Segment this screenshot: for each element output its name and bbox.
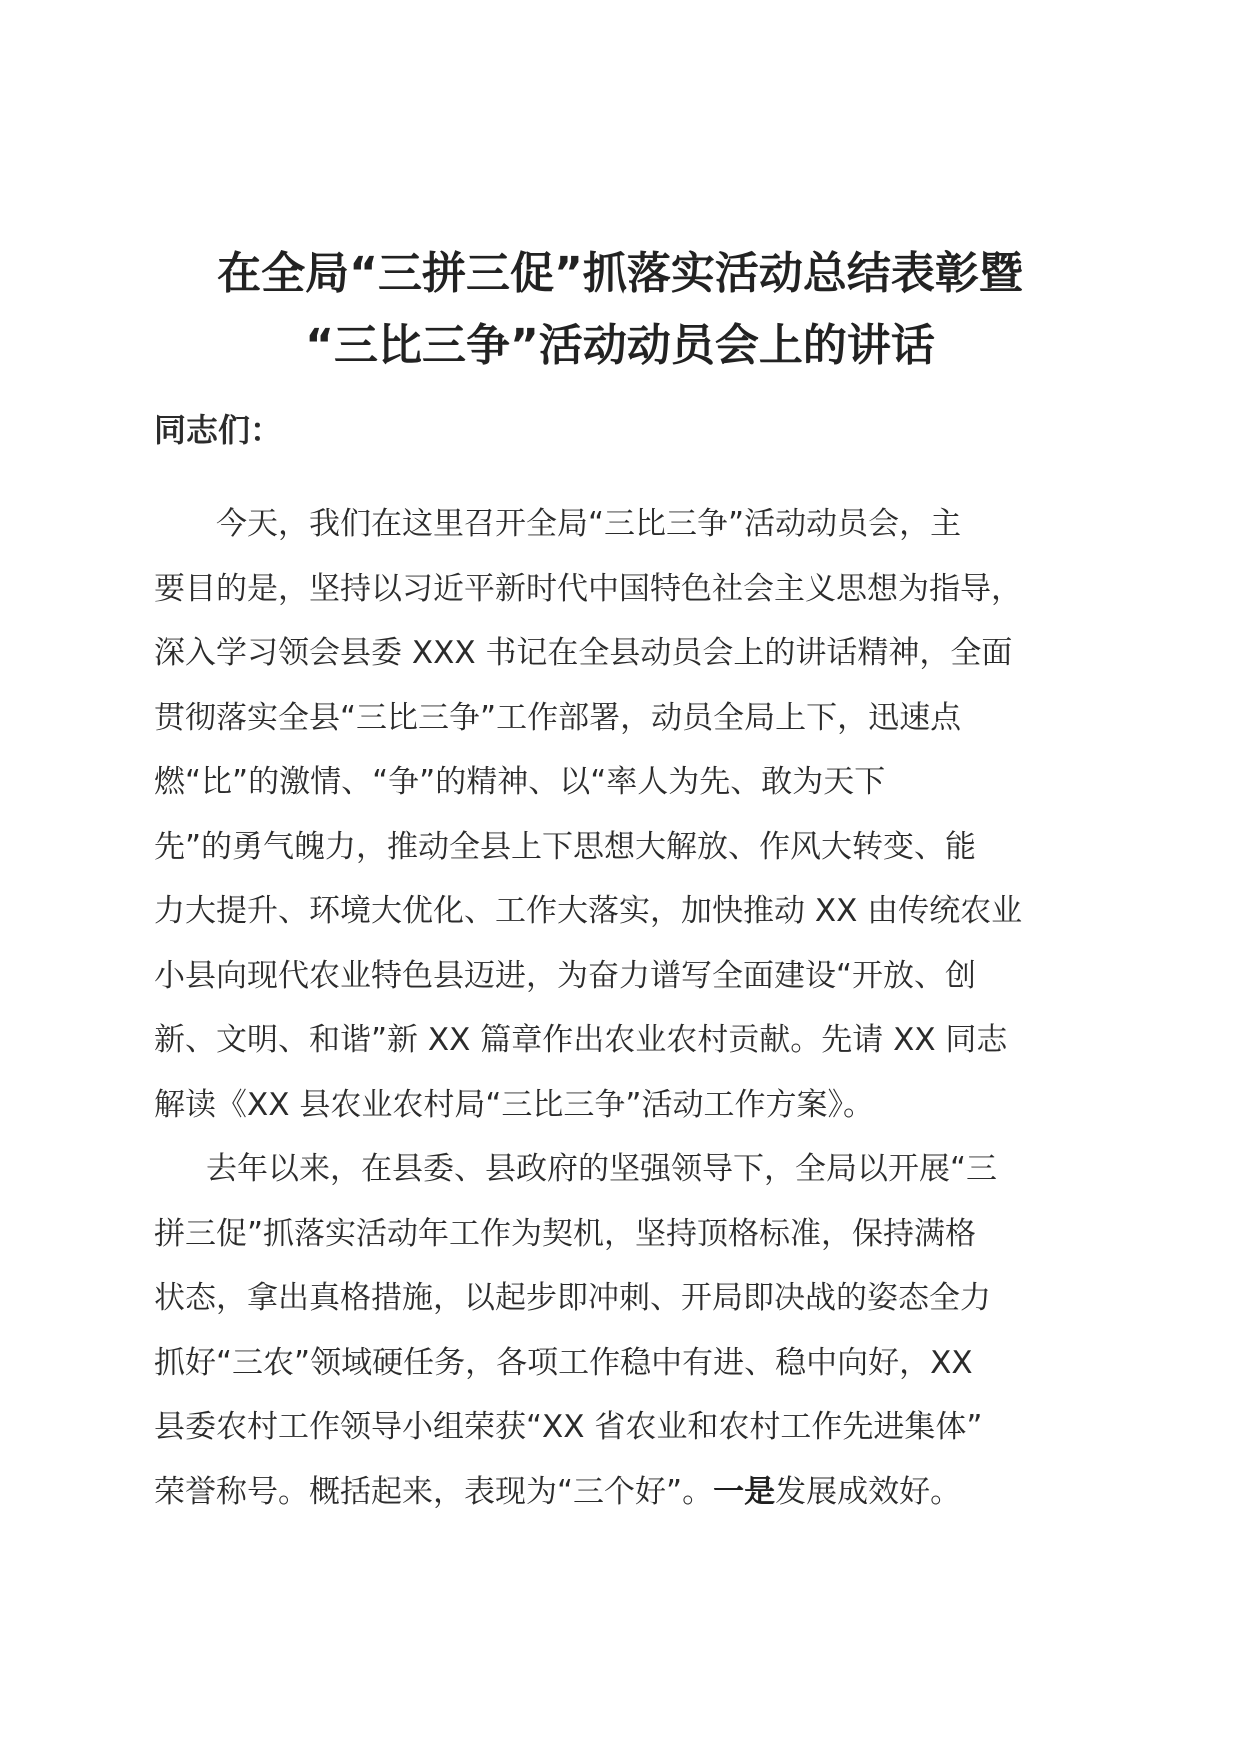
paragraph1-line-1: 今天，我们在这里召开全局“三比三争”活动动员会，主 [216,506,962,542]
paragraph2-line-6 [154,1470,961,1514]
paragraph2-line-5: 县委农村工作领导小组荣获“XX 省农业和农村工作先进集体” [154,1409,983,1445]
paragraph1-line-4: 贯彻落实全县“三比三争”工作部署，动员全局上下，迅速点 [154,700,962,736]
salutation: 同志们： [154,411,283,449]
emphasis-first-point: 一是 [713,1474,776,1510]
paragraph2-line-1: 去年以来，在县委、县政府的坚强领导下，全局以开展“三 [206,1151,998,1187]
paragraph1-line-5: 燃“比”的激情、“争”的精神、以“率人为先、敢为天下 [154,764,886,800]
paragraph1-line-2: 要目的是，坚持以习近平新时代中国特色社会主义思想为指导， [154,571,1022,607]
paragraph1-line-6: 先”的勇气魄力，推动全县上下思想大解放、作风大转变、能 [154,829,977,865]
title-line-2: “三比三争”活动动员会上的讲话 [305,320,935,371]
paragraph2-line-6-text: 荣誉称号。概括起来，表现为“三个好”。 [154,1474,714,1510]
paragraph1-line-3: 深入学习领会县委 XXX 书记在全县动员会上的讲话精神，全面 [154,635,1013,671]
paragraph1-line-8: 小县向现代农业特色县迈进，为奋力谱写全面建设“开放、创 [154,958,977,994]
document-title [150,238,1090,382]
paragraph1-line-7: 力大提升、环境大优化、工作大落实，加快推动 XX 由传统农业 [154,893,1023,929]
paragraph2-line-6-tail: 发展成效好。 [775,1474,962,1510]
paragraph2-line-2: 拼三促”抓落实活动年工作为契机，坚持顶格标准，保持满格 [154,1216,977,1252]
paragraph2-line-3: 状态，拿出真格措施，以起步即冲刺、开局即决战的姿态全力 [154,1280,991,1316]
paragraph2-line-4: 抓好“三农”领域硬任务，各项工作稳中有进、稳中向好，XX [154,1345,973,1381]
paragraph1-line-9: 新、文明、和谐”新 XX 篇章作出农业农村贡献。先请 XX 同志 [154,1022,1008,1058]
paragraph1-line-10: 解读《XX 县农业农村局“三比三争”活动工作方案》。 [154,1087,874,1123]
title-line-1: 在全局“三拼三促”抓落实活动总结表彰暨 [217,248,1023,299]
